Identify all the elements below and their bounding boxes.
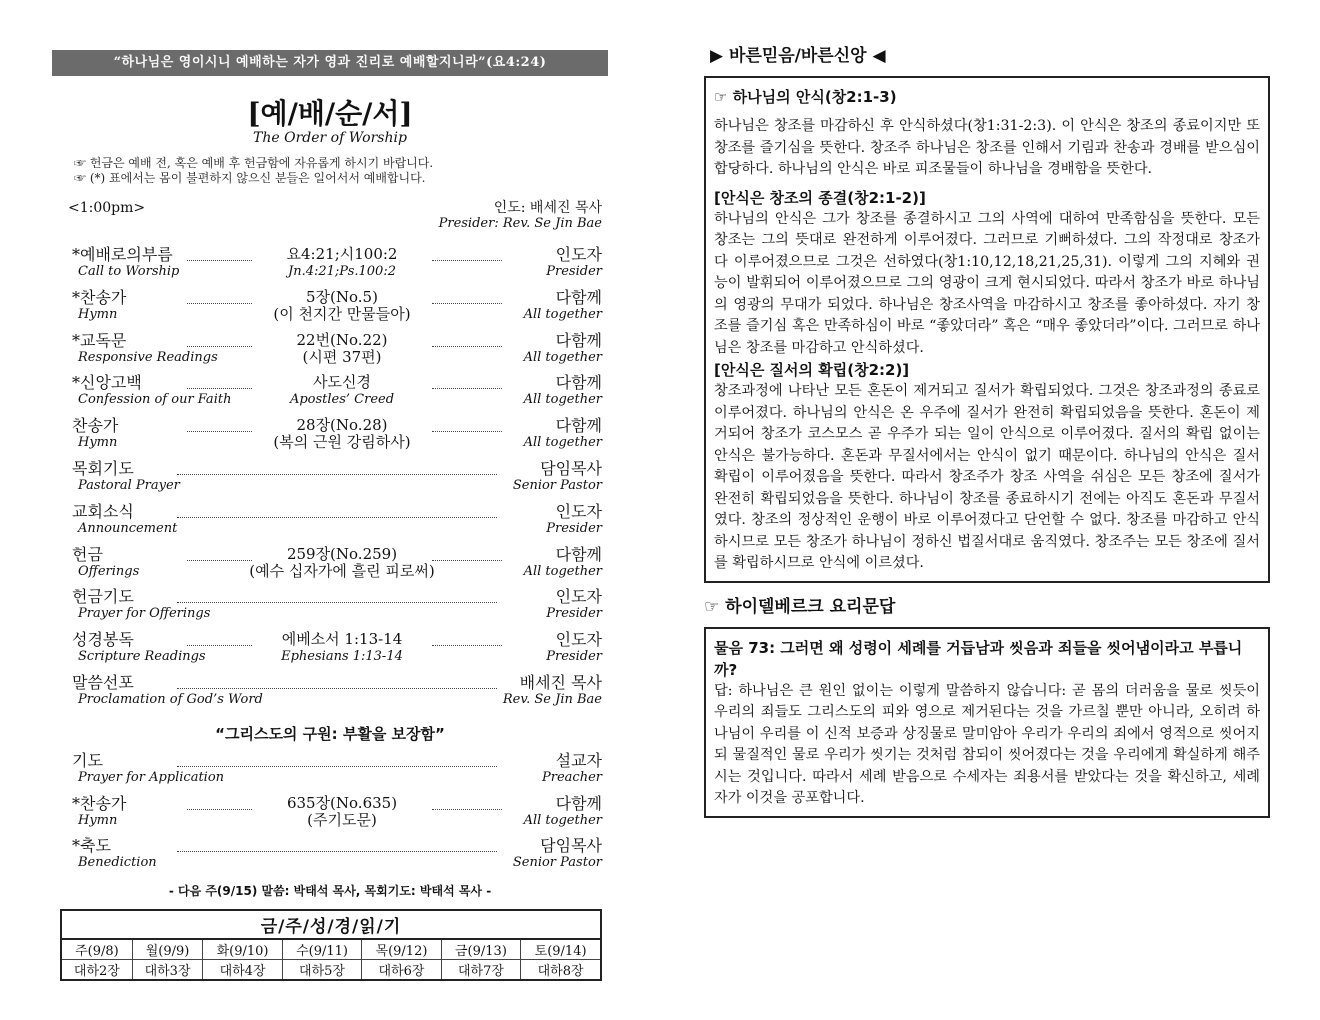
order-item (72, 503, 602, 546)
sermon-title: “그리스도의 구원: 부활을 보장함” (215, 724, 445, 743)
item-name: 기도 (72, 750, 103, 770)
bible-chapter: 대하3장 (132, 960, 203, 981)
leader-en: Presider: Rev. Se Jin Bae (438, 216, 602, 231)
item-name-en: Hymn (78, 306, 118, 322)
item-name-en: Prayer for Application (78, 769, 225, 785)
item-responder-en: All together (523, 812, 602, 828)
item-name-en: Responsive Readings (78, 349, 218, 365)
item-name: 목회기도 (72, 458, 134, 478)
item-name-en: Hymn (78, 812, 118, 828)
bible-chapter: 대하7장 (441, 960, 520, 981)
worship-order-panel (52, 50, 608, 981)
leader-dots (432, 260, 502, 261)
sabbath-intro: 하나님은 창조를 마감하신 후 안식하셨다(창1:31-2:3). 이 안식은 창조의 종료이지만 또 창조를 즐기심을 뜻한다. 창조주 하나님은 창조를 인해서 기림과 찬송과 경배를 받으심이 합당하다. 하나님의 안식은 바로 피조물들이 하나님을 경배함을 뜻한다. (714, 118, 1260, 177)
bible-day: 토(9/14) (521, 939, 601, 960)
item-responder: 담임목사 (540, 458, 602, 478)
item-name-en: Prayer for Offerings (78, 606, 211, 622)
bible-chapter: 대하6장 (362, 960, 441, 981)
item-detail: 요4:21;시100:2 (286, 245, 398, 263)
item-responder: 다함께 (555, 544, 602, 564)
order-title: [예/배/순/서] (247, 97, 413, 130)
sabbath-heading: ☞ 하나님의 안식(창2:1-3) (714, 88, 897, 106)
leader-dots (187, 303, 252, 304)
verse-banner: “하나님은 영이시니 예배하는 자가 영과 진리로 예배할지니라”(요4:24) (52, 50, 608, 76)
leader-ko: 인도: 배세진 목사 (493, 200, 602, 216)
item-responder-en: All together (523, 563, 602, 579)
order-item (72, 795, 602, 838)
bible-chapters-row (61, 960, 601, 981)
leader-dots (432, 431, 502, 432)
service-time-row (68, 198, 602, 238)
item-name: *예배로의부름 (72, 245, 173, 264)
item-detail-sub: Apostles’ Creed (289, 392, 395, 408)
item-detail-sub: Ephesians 1:13-14 (281, 649, 403, 665)
order-items-part2 (72, 752, 602, 880)
item-responder: 다함께 (555, 287, 602, 307)
leader-dots (432, 560, 502, 561)
item-name-en: Pastoral Prayer (78, 477, 180, 493)
item-responder-en: Rev. Se Jin Bae (502, 691, 602, 707)
item-name: *축도 (72, 836, 111, 856)
item-name: *신앙고백 (72, 373, 142, 393)
order-item (72, 837, 602, 880)
item-detail-sub: (이 천지간 만물들아) (273, 304, 411, 323)
leader-dots (187, 560, 252, 561)
item-responder-en: Presider (546, 520, 602, 536)
item-name: 성경봉독 (72, 630, 134, 650)
item-responder: 설교자 (555, 750, 602, 770)
bible-chapter: 대하4장 (203, 960, 282, 981)
catechism-question: 물음 73: 그러면 왜 성령이 세례를 거듭남과 씻음과 죄들을 씻어냄이라고 부릅니까? (714, 638, 1243, 679)
order-item (72, 289, 602, 332)
order-item (72, 631, 602, 674)
item-responder-en: Presider (546, 649, 602, 665)
item-name-en: Confession of our Faith (78, 392, 232, 408)
item-responder: 다함께 (555, 373, 602, 393)
item-responder-en: Presider (546, 264, 602, 279)
bible-chapter: 대하8장 (521, 960, 601, 981)
leader-dots (432, 388, 502, 389)
section-catechism-title: ☞ 하이델베르크 요리문답 (704, 596, 896, 617)
item-responder-en: Presider (546, 606, 602, 622)
next-week-info: - 다음 주(9/15) 말씀: 박태석 목사, 목회기도: 박태석 목사 - (168, 884, 492, 899)
leader-dots (187, 346, 252, 347)
item-responder: 인도자 (555, 245, 602, 264)
item-name: 찬송가 (72, 416, 119, 436)
item-name-en: Announcement (78, 520, 178, 536)
item-name: *찬송가 (72, 287, 127, 307)
order-item (72, 674, 602, 717)
sabbath-para1: 하나님의 안식은 그가 창조를 종결하시고 그의 사역에 대하여 만족함심을 뜻한다. 모든 창조는 그의 뜻대로 완전하게 이루어졌다. 그러므로 기뻐하셨다. 그의 작정대로 창조가 다 이루어졌으므로 그것은 선하였다(창1:10,12,18,21,25,31). 이렇게 그의 지혜와 권능이 발휘되어 이루어졌으므로 그의 영광이 크게 현시되었다. 따라서 창조가 바로 하나님의 영광의 무대가 되었다. 하나님은 창조사역을 마감하시고 창조를 좋아하셨다. 자기 창조를 즐기심 혹은 만족하심이 바로 “좋았더라” 혹은 “매우 좋았더라”이다. 그러므로 하나님은 창조를 마감하고 안식하셨다. (714, 210, 1260, 356)
leader-dots (177, 517, 497, 518)
sabbath-sub1: [안식은 창조의 종결(창2:1-2)] (714, 188, 926, 207)
service-time: <1:00pm> (68, 200, 146, 216)
item-responder: 인도자 (555, 630, 602, 650)
item-responder-en: All together (523, 435, 602, 451)
order-items-part1 (72, 246, 602, 717)
order-item (72, 417, 602, 460)
item-detail-sub: (복의 근원 강림하사) (273, 433, 411, 452)
leader-info (439, 200, 602, 232)
item-name: 헌금기도 (72, 587, 134, 607)
bible-day: 금(9/13) (441, 939, 520, 960)
catechism-box (704, 627, 1270, 818)
catechism-answer: 답: 하나님은 큰 원인 없이는 이렇게 말씀하지 않습니다: 곧 몸의 더러움을 물로 씻듯이 우리의 죄들도 그리스도의 피와 영으로 제거된다는 것을 가르칠 뿐만 아니라, 오히려 하나님이 우리를 이 신적 보증과 상징물로 말미암아 우리가 우리의 죄에서 영적으로 씻어지되 물질적인 물로 우리가 씻기는 것처럼 참되이 씻어졌다는 것을 우리에게 확실하게 해주시는 것입니다. 따라서 세례 받음으로 수세자는 죄용서를 받았다는 것을 확신하고, 세례자가 이것을 공포합니다. (714, 682, 1260, 806)
order-item (72, 332, 602, 375)
order-item (72, 460, 602, 503)
item-name-en: Proclamation of God’s Word (78, 691, 263, 707)
item-name: 헌금 (72, 544, 103, 564)
note-offering: ☞ 헌금은 예배 전, 혹은 예배 후 헌금함에 자유롭게 하시기 바랍니다. (74, 156, 434, 170)
bible-day: 목(9/12) (362, 939, 441, 960)
leader-dots (187, 809, 252, 810)
item-responder-en: Preacher (542, 769, 602, 785)
bible-reading-table (60, 909, 602, 981)
item-detail: 5장(No.5) (306, 287, 378, 306)
note-standing: ☞ (*) 표에서는 몸이 불편하지 않으신 분들은 일어서서 예배합니다. (74, 171, 426, 185)
item-responder: 다함께 (555, 793, 602, 813)
item-detail: 28장(No.28) (296, 416, 388, 435)
leader-dots (432, 346, 502, 347)
item-detail-sub: (주기도문) (307, 810, 377, 829)
item-name: *찬송가 (72, 793, 127, 813)
item-detail-sub: (예수 십자가에 흘린 피로써) (249, 561, 435, 580)
leader-dots (177, 474, 497, 475)
item-name: 교회소식 (72, 501, 134, 521)
item-name-en: Benediction (78, 855, 157, 871)
order-item (72, 546, 602, 589)
item-detail: 635장(No.635) (286, 793, 398, 812)
item-responder-en: All together (523, 306, 602, 322)
item-detail-sub: Jn.4:21;Ps.100:2 (288, 264, 396, 279)
item-detail: 사도신경 (313, 373, 371, 392)
bible-day: 화(9/10) (203, 939, 282, 960)
order-item (72, 752, 602, 795)
leader-dots (432, 645, 502, 646)
leader-dots (432, 303, 502, 304)
bible-day: 월(9/9) (132, 939, 203, 960)
leader-dots (187, 645, 252, 646)
item-responder: 다함께 (555, 330, 602, 350)
leader-dots (177, 688, 497, 689)
bible-chapter: 대하2장 (61, 960, 132, 981)
item-responder: 다함께 (555, 416, 602, 436)
leader-dots (177, 602, 497, 603)
item-responder: 배세진 목사 (519, 672, 602, 692)
item-name-en: Offerings (78, 563, 140, 579)
item-detail: 259장(No.259) (286, 544, 398, 563)
item-responder-en: All together (523, 392, 602, 408)
leader-dots (177, 766, 497, 767)
item-responder-en: Senior Pastor (512, 855, 602, 871)
order-subtitle: The Order of Worship (253, 130, 407, 146)
bible-day: 수(9/11) (282, 939, 361, 960)
bible-reading-title: 금/주/성/경/읽/기 (61, 910, 601, 939)
item-name: *교독문 (72, 330, 127, 350)
item-responder: 인도자 (555, 587, 602, 607)
order-item (72, 374, 602, 417)
leader-dots (187, 260, 252, 261)
item-detail-sub: (시편 37편) (302, 347, 382, 366)
section-faith-title: ▶ 바른믿음/바른신앙 ◀ (710, 46, 886, 66)
worship-notes (52, 156, 608, 186)
order-item (72, 588, 602, 631)
item-responder: 담임목사 (540, 836, 602, 856)
sabbath-article-box (704, 76, 1270, 583)
leader-dots (187, 431, 252, 432)
item-detail: 22번(No.22) (296, 330, 388, 349)
item-responder: 인도자 (555, 501, 602, 521)
item-name: 말씀선포 (72, 672, 134, 692)
item-responder-en: All together (523, 349, 602, 365)
bible-day: 주(9/8) (61, 939, 132, 960)
item-name-en: Scripture Readings (78, 649, 206, 665)
item-responder-en: Senior Pastor (512, 477, 602, 493)
leader-dots (177, 851, 497, 852)
order-item (72, 246, 602, 289)
sabbath-sub2: [안식은 질서의 확립(창2:2)] (714, 361, 910, 379)
bible-days-row (61, 939, 601, 960)
item-detail: 에베소서 1:13-14 (281, 630, 403, 649)
articles-panel (704, 44, 1270, 818)
sabbath-para2: 창조과정에 나타난 모든 혼돈이 제거되고 질서가 확립되었다. 그것은 창조과정의 종료로 이루어졌다. 하나님의 안식은 온 우주에 질서가 완전히 확립되었음을 뜻한다. 혼돈이 제거되어 창조가 코스모스 곧 우주가 되는 일이 안식으로 이루어졌다. 질서의 확립 없이는 안식은 불가능하다. 혼돈과 무질서에서는 안식이 없기 때문이다. 하나님의 안식은 질서 확립이 이루어졌음을 뜻한다. 따라서 창조주가 창조 사역을 쉬심은 모든 창조에 질서가 완전히 확립되었음을 뜻한다. 하나님이 창조를 종료하시기 전에는 아직도 혼돈과 무질서였다. 창조의 정상적인 운행이 바로 이루어졌다고 단언할 수 없다. 창조를 마감하고 안식하시므로 모든 창조가 하나님이 정하신 법질서대로 움직였다. 창조주는 모든 창조에 질서를 확립하시므로 안식에 이르셨다. (714, 383, 1260, 571)
leader-dots (432, 809, 502, 810)
item-name-en: Call to Worship (78, 264, 180, 279)
bible-chapter: 대하5장 (282, 960, 361, 981)
item-name-en: Hymn (78, 435, 118, 451)
leader-dots (187, 388, 252, 389)
